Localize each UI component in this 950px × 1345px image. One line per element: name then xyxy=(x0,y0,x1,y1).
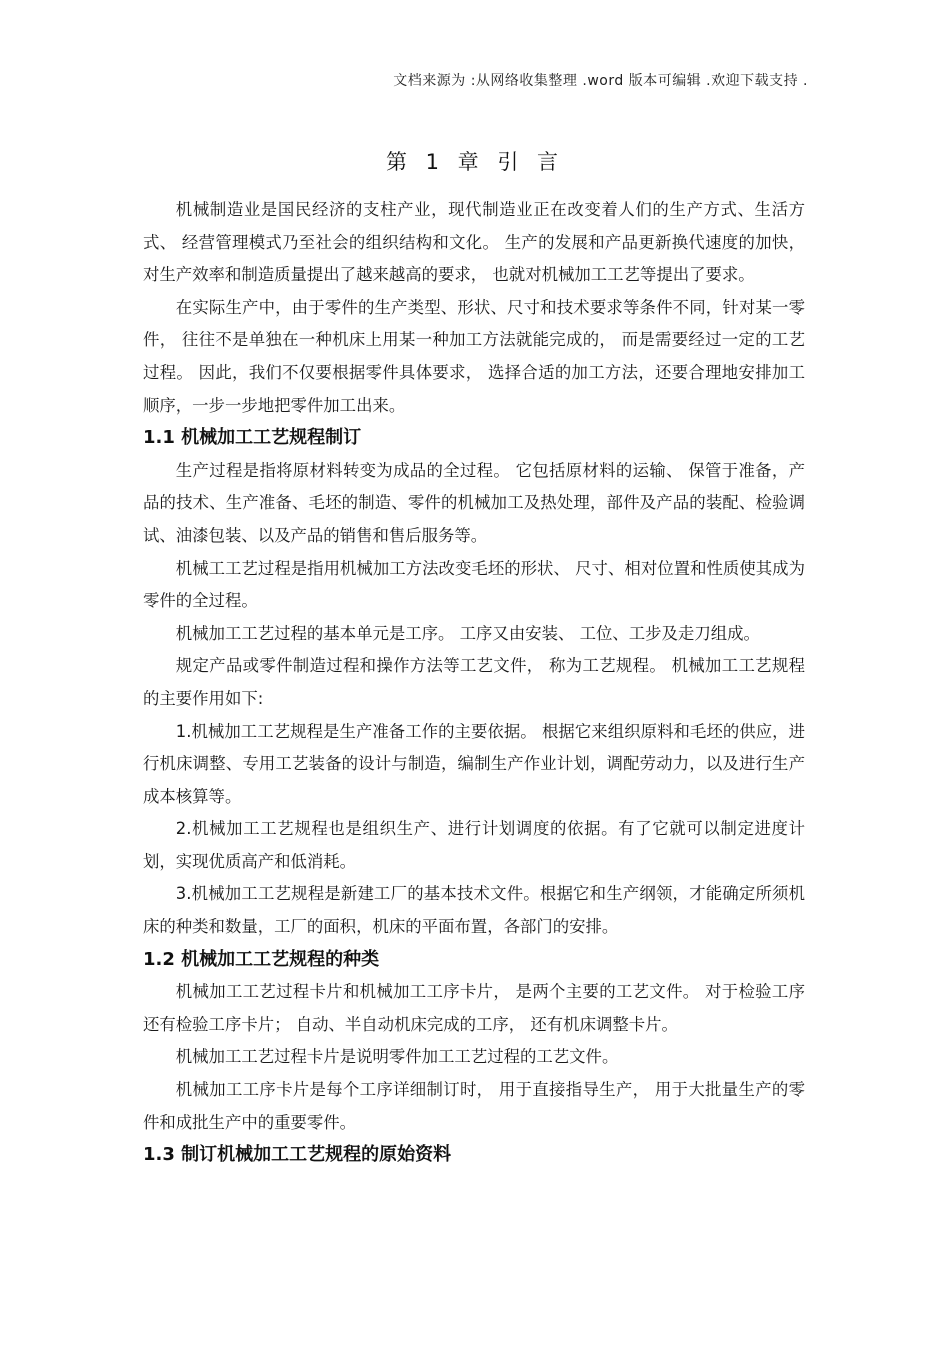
section-heading-1-1: 1.1 机械加工工艺规程制订 xyxy=(143,427,362,449)
chapter-title: 第 1 章 引 言 xyxy=(385,150,565,174)
section-1-1-paragraph: 规定产品或零件制造过程和操作方法等工艺文件， 称为工艺规程。 机械加工工艺规程的主要作用如下: xyxy=(143,656,805,708)
section-1-1-paragraph: 1.机械加工工艺规程是生产准备工作的主要依据。 根据它来组织原料和毛坯的供应，进行机床调整、专用工艺装备的设计与制造，编制生产作业计划，调配劳动力，以及进行生产成本核算等。 xyxy=(143,721,805,806)
section-1-2-paragraph: 机械加工工序卡片是每个工序详细制订时， 用于直接指导生产， 用于大批量生产的零件和成批生产中的重要零件。 xyxy=(143,1080,805,1132)
section-heading-1-2: 1.2 机械加工工艺规程的种类 xyxy=(143,948,380,970)
section-1-1-paragraph: 3.机械加工工艺规程是新建工厂的基本技术文件。根据它和生产纲领，才能确定所须机床的种类和数量，工厂的面积，机床的平面布置，各部门的安排。 xyxy=(143,884,805,937)
section-1-1-paragraph: 机械加工工艺过程的基本单元是工序。 工序又由安装、 工位、工步及走刀组成。 xyxy=(175,623,760,643)
section-1-1-paragraph: 机械工工艺过程是指用机械加工方法改变毛坯的形状、 尺寸、相对位置和性质使其成为零件的全过程。 xyxy=(143,558,805,611)
section-heading-1-3: 1.3 制订机械加工工艺规程的原始资料 xyxy=(143,1144,452,1166)
section-1-2-paragraph: 机械加工工艺过程卡片和机械加工工序卡片， 是两个主要的工艺文件。 对于检验工序还有检验工序卡片； 自动、半自动机床完成的工序， 还有机床调整卡片。 xyxy=(143,982,805,1034)
section-1-2-paragraph: 机械加工工艺过程卡片是说明零件加工工艺过程的工艺文件。 xyxy=(175,1047,619,1067)
document-body xyxy=(143,194,805,1172)
intro-paragraph-1: 机械制造业是国民经济的支柱产业，现代制造业正在改变着人们的生产方式、生活方式、 经营管理模式乃至社会的组织结构和文化。 生产的发展和产品更新换代速度的加快， 对生产效率和制造质量提出了越来越高的要求， 也就对机械加工工艺等提出了要求。 xyxy=(143,200,805,285)
section-1-1-paragraph: 2.机械加工工艺规程也是组织生产、进行计划调度的依据。有了它就可以制定进度计划，实现优质高产和低消耗。 xyxy=(143,819,805,871)
intro-paragraph-2: 在实际生产中，由于零件的生产类型、形状、尺寸和技术要求等条件不同，针对某一零件， 往往不是单独在一种机床上用某一种加工方法就能完成的， 而是需要经过一定的工艺过程。 因此，我们不仅要根据零件具体要求， 选择合适的加工方法，还要合理地安排加工顺序，一步一步地把零件加工出来。 xyxy=(143,297,805,415)
header-note: 文档来源为 :从网络收集整理 .word 版本可编辑 .欢迎下载支持 . xyxy=(393,73,808,89)
section-1-1-paragraph: 生产过程是指将原材料转变为成品的全过程。 它包括原材料的运输、 保管于准备，产品的技术、生产准备、毛坯的制造、零件的机械加工及热处理，部件及产品的装配、检验调试、油漆包装、以及产品的销售和售后服务等。 xyxy=(143,460,805,545)
